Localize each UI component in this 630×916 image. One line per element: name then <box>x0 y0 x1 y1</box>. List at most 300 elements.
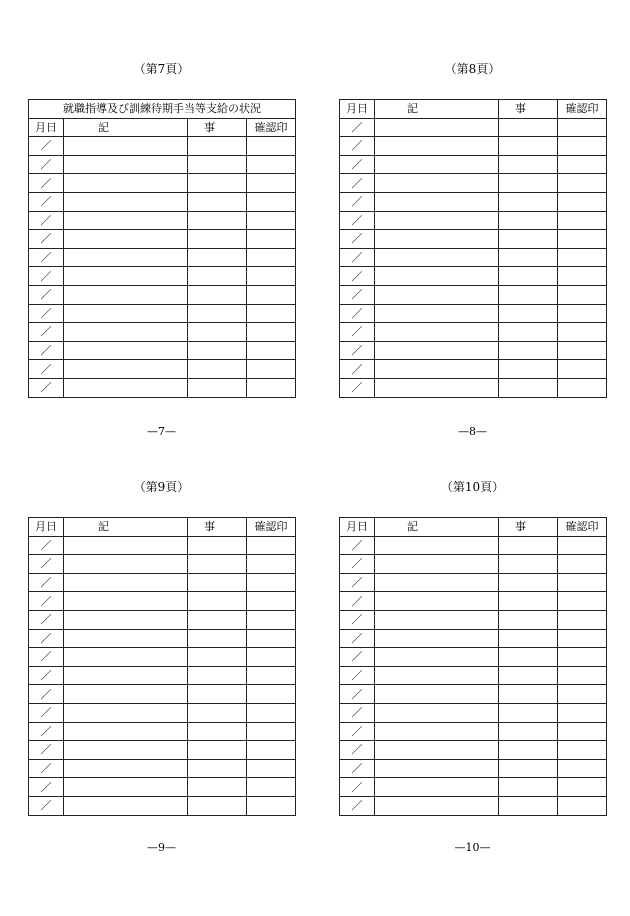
date-cell[interactable]: ／ <box>340 703 375 722</box>
page-heading: （第9頁） <box>133 480 190 494</box>
date-cell[interactable]: ／ <box>29 555 64 574</box>
date-cell[interactable]: ／ <box>29 360 64 379</box>
confirm-seal-cell[interactable] <box>247 741 296 760</box>
confirm-seal-cell[interactable] <box>247 341 296 360</box>
record-cell[interactable] <box>375 666 499 685</box>
date-cell[interactable]: ／ <box>340 192 375 211</box>
date-cell[interactable]: ／ <box>340 759 375 778</box>
record-detail-cell[interactable] <box>188 248 247 267</box>
record-cell[interactable] <box>64 248 188 267</box>
table-row <box>340 796 607 815</box>
record-cell[interactable] <box>375 759 499 778</box>
record-cell[interactable] <box>375 555 499 574</box>
record-cell[interactable] <box>64 155 188 174</box>
record-cell[interactable] <box>375 360 499 379</box>
record-detail-cell[interactable] <box>188 759 247 778</box>
record-cell[interactable] <box>64 685 188 704</box>
record-cell[interactable] <box>64 192 188 211</box>
record-cell[interactable] <box>64 592 188 611</box>
date-cell[interactable]: ／ <box>29 155 64 174</box>
table-row <box>29 174 296 193</box>
record-cell[interactable] <box>64 703 188 722</box>
date-cell[interactable]: ／ <box>340 778 375 797</box>
confirm-seal-cell[interactable] <box>558 360 607 379</box>
record-cell[interactable] <box>375 722 499 741</box>
record-detail-cell[interactable] <box>188 137 247 156</box>
date-cell[interactable]: ／ <box>340 722 375 741</box>
confirm-seal-cell[interactable] <box>558 155 607 174</box>
date-cell[interactable]: ／ <box>340 118 375 137</box>
table-row <box>29 360 296 379</box>
table-caption: 就職指導及び訓練待期手当等支給の状況 <box>29 100 296 119</box>
record-detail-cell[interactable] <box>188 722 247 741</box>
ledger-body <box>29 536 296 815</box>
confirm-seal-cell[interactable] <box>247 211 296 230</box>
record-cell[interactable] <box>64 536 188 555</box>
confirm-seal-cell[interactable] <box>247 685 296 704</box>
table-row <box>340 360 607 379</box>
record-detail-cell[interactable] <box>499 230 558 249</box>
table-row <box>340 155 607 174</box>
date-cell[interactable]: ／ <box>340 137 375 156</box>
date-cell[interactable]: ／ <box>340 155 375 174</box>
date-cell[interactable]: ／ <box>29 378 64 397</box>
confirm-seal-cell[interactable] <box>247 323 296 342</box>
record-cell[interactable] <box>64 285 188 304</box>
record-detail-cell[interactable] <box>499 155 558 174</box>
confirm-seal-cell[interactable] <box>558 703 607 722</box>
column-header-record-b-cell <box>188 518 247 537</box>
record-detail-cell[interactable] <box>188 666 247 685</box>
column-header-record <box>375 100 499 119</box>
confirm-seal-cell[interactable] <box>247 666 296 685</box>
record-detail-cell[interactable] <box>188 629 247 648</box>
record-detail-cell[interactable] <box>499 648 558 667</box>
record-detail-cell[interactable] <box>499 703 558 722</box>
column-header-record <box>64 518 188 537</box>
table-row <box>29 378 296 397</box>
table-row <box>340 378 607 397</box>
record-cell[interactable] <box>375 378 499 397</box>
confirm-seal-cell[interactable] <box>247 304 296 323</box>
confirm-seal-cell[interactable] <box>558 536 607 555</box>
confirm-seal-cell[interactable] <box>558 341 607 360</box>
ledger-table <box>28 517 296 816</box>
confirm-seal-cell[interactable] <box>247 230 296 249</box>
date-cell[interactable]: ／ <box>29 741 64 760</box>
record-cell[interactable] <box>375 610 499 629</box>
record-cell[interactable] <box>64 341 188 360</box>
record-detail-cell[interactable] <box>499 304 558 323</box>
record-cell[interactable] <box>64 137 188 156</box>
column-header-confirm: 確認印 <box>558 518 607 537</box>
date-cell[interactable]: ／ <box>340 341 375 360</box>
date-cell[interactable]: ／ <box>340 629 375 648</box>
record-cell[interactable] <box>64 230 188 249</box>
record-detail-cell[interactable] <box>188 267 247 286</box>
date-cell[interactable]: ／ <box>29 192 64 211</box>
table-row <box>29 211 296 230</box>
confirm-seal-cell[interactable] <box>247 573 296 592</box>
column-header-date: 月日 <box>340 100 375 119</box>
date-cell[interactable]: ／ <box>340 285 375 304</box>
date-cell[interactable]: ／ <box>29 137 64 156</box>
record-cell[interactable] <box>375 629 499 648</box>
record-cell[interactable] <box>375 267 499 286</box>
table-row <box>29 741 296 760</box>
confirm-seal-cell[interactable] <box>247 536 296 555</box>
date-cell[interactable]: ／ <box>29 759 64 778</box>
date-cell[interactable]: ／ <box>29 796 64 815</box>
date-cell[interactable]: ／ <box>29 267 64 286</box>
date-cell[interactable]: ／ <box>29 248 64 267</box>
record-detail-cell[interactable] <box>499 666 558 685</box>
confirm-seal-cell[interactable] <box>558 230 607 249</box>
record-cell[interactable] <box>375 536 499 555</box>
record-cell[interactable] <box>64 174 188 193</box>
record-detail-cell[interactable] <box>499 778 558 797</box>
date-cell[interactable]: ／ <box>29 592 64 611</box>
confirm-seal-cell[interactable] <box>558 174 607 193</box>
record-cell[interactable] <box>375 137 499 156</box>
record-cell[interactable] <box>64 648 188 667</box>
table-row <box>29 285 296 304</box>
record-detail-cell[interactable] <box>188 796 247 815</box>
record-detail-cell[interactable] <box>188 230 247 249</box>
date-cell[interactable]: ／ <box>340 211 375 230</box>
date-cell[interactable]: ／ <box>340 555 375 574</box>
date-cell[interactable]: ／ <box>340 648 375 667</box>
record-cell[interactable] <box>64 796 188 815</box>
ledger-table <box>28 99 296 398</box>
date-cell[interactable]: ／ <box>340 267 375 286</box>
record-cell[interactable] <box>64 378 188 397</box>
record-detail-cell[interactable] <box>188 192 247 211</box>
column-header-record-a: 記 <box>98 520 109 533</box>
column-header-record-b: 事 <box>515 102 526 116</box>
date-cell[interactable]: ／ <box>340 360 375 379</box>
column-header-record-a: 記 <box>98 120 109 134</box>
date-cell[interactable]: ／ <box>29 648 64 667</box>
record-detail-cell[interactable] <box>188 378 247 397</box>
record-detail-cell[interactable] <box>499 323 558 342</box>
table-row <box>29 778 296 797</box>
table-row <box>340 118 607 137</box>
confirm-seal-cell[interactable] <box>558 759 607 778</box>
record-cell[interactable] <box>64 610 188 629</box>
confirm-seal-cell[interactable] <box>247 137 296 156</box>
confirm-seal-cell[interactable] <box>247 360 296 379</box>
record-detail-cell[interactable] <box>499 536 558 555</box>
record-detail-cell[interactable] <box>188 648 247 667</box>
date-cell[interactable]: ／ <box>29 304 64 323</box>
table-row <box>29 155 296 174</box>
record-cell[interactable] <box>64 666 188 685</box>
date-cell[interactable]: ／ <box>340 378 375 397</box>
record-detail-cell[interactable] <box>499 211 558 230</box>
record-detail-cell[interactable] <box>188 536 247 555</box>
date-cell[interactable]: ／ <box>340 741 375 760</box>
record-detail-cell[interactable] <box>188 323 247 342</box>
record-cell[interactable] <box>375 285 499 304</box>
record-cell[interactable] <box>375 703 499 722</box>
column-header-record-b-cell <box>499 518 558 537</box>
confirm-seal-cell[interactable] <box>247 285 296 304</box>
table-row <box>340 323 607 342</box>
column-header-date: 月日 <box>29 118 64 137</box>
record-detail-cell[interactable] <box>499 248 558 267</box>
date-cell[interactable]: ／ <box>340 610 375 629</box>
record-detail-cell[interactable] <box>188 610 247 629</box>
record-detail-cell[interactable] <box>499 192 558 211</box>
confirm-seal-cell[interactable] <box>558 573 607 592</box>
record-cell[interactable] <box>64 211 188 230</box>
confirm-seal-cell[interactable] <box>558 610 607 629</box>
table-row <box>340 573 607 592</box>
record-cell[interactable] <box>64 778 188 797</box>
record-detail-cell[interactable] <box>499 610 558 629</box>
ledger-body <box>340 536 607 815</box>
record-cell[interactable] <box>375 174 499 193</box>
column-header-record-b: 事 <box>204 520 215 534</box>
record-detail-cell[interactable] <box>188 685 247 704</box>
record-detail-cell[interactable] <box>188 741 247 760</box>
confirm-seal-cell[interactable] <box>558 378 607 397</box>
confirm-seal-cell[interactable] <box>558 137 607 156</box>
date-cell[interactable]: ／ <box>340 174 375 193</box>
record-detail-cell[interactable] <box>499 796 558 815</box>
record-detail-cell[interactable] <box>188 573 247 592</box>
date-cell[interactable]: ／ <box>340 536 375 555</box>
record-cell[interactable] <box>64 267 188 286</box>
record-cell[interactable] <box>375 248 499 267</box>
confirm-seal-cell[interactable] <box>558 248 607 267</box>
record-detail-cell[interactable] <box>499 722 558 741</box>
record-cell[interactable] <box>64 759 188 778</box>
record-detail-cell[interactable] <box>499 360 558 379</box>
record-detail-cell[interactable] <box>499 174 558 193</box>
record-cell[interactable] <box>64 573 188 592</box>
record-detail-cell[interactable] <box>188 778 247 797</box>
record-cell[interactable] <box>375 230 499 249</box>
date-cell[interactable]: ／ <box>340 304 375 323</box>
confirm-seal-cell[interactable] <box>247 174 296 193</box>
record-detail-cell[interactable] <box>499 285 558 304</box>
date-cell[interactable]: ／ <box>29 174 64 193</box>
date-cell[interactable]: ／ <box>340 796 375 815</box>
date-cell[interactable]: ／ <box>29 573 64 592</box>
confirm-seal-cell[interactable] <box>247 759 296 778</box>
table-row <box>29 341 296 360</box>
date-cell[interactable]: ／ <box>29 610 64 629</box>
table-row <box>340 722 607 741</box>
record-cell[interactable] <box>64 323 188 342</box>
table-row <box>29 536 296 555</box>
confirm-seal-cell[interactable] <box>247 629 296 648</box>
confirm-seal-cell[interactable] <box>247 555 296 574</box>
record-detail-cell[interactable] <box>499 592 558 611</box>
date-cell[interactable]: ／ <box>29 230 64 249</box>
confirm-seal-cell[interactable] <box>558 629 607 648</box>
record-detail-cell[interactable] <box>499 555 558 574</box>
confirm-seal-cell[interactable] <box>247 378 296 397</box>
record-cell[interactable] <box>375 118 499 137</box>
confirm-seal-cell[interactable] <box>558 722 607 741</box>
table-row <box>340 741 607 760</box>
record-cell[interactable] <box>375 192 499 211</box>
table-row <box>340 304 607 323</box>
record-detail-cell[interactable] <box>188 703 247 722</box>
confirm-seal-cell[interactable] <box>247 592 296 611</box>
record-detail-cell[interactable] <box>188 155 247 174</box>
confirm-seal-cell[interactable] <box>247 648 296 667</box>
record-cell[interactable] <box>375 323 499 342</box>
page-number: —7— <box>147 425 176 438</box>
confirm-seal-cell[interactable] <box>558 796 607 815</box>
record-detail-cell[interactable] <box>499 137 558 156</box>
record-cell[interactable] <box>64 555 188 574</box>
confirm-seal-cell[interactable] <box>558 192 607 211</box>
confirm-seal-cell[interactable] <box>247 248 296 267</box>
confirm-seal-cell[interactable] <box>558 285 607 304</box>
record-cell[interactable] <box>375 304 499 323</box>
table-row <box>340 230 607 249</box>
confirm-seal-cell[interactable] <box>247 610 296 629</box>
record-cell[interactable] <box>375 796 499 815</box>
record-cell[interactable] <box>375 685 499 704</box>
confirm-seal-cell[interactable] <box>247 192 296 211</box>
record-cell[interactable] <box>375 211 499 230</box>
confirm-seal-cell[interactable] <box>247 155 296 174</box>
record-detail-cell[interactable] <box>499 341 558 360</box>
table-row <box>29 722 296 741</box>
table-row <box>340 648 607 667</box>
confirm-seal-cell[interactable] <box>558 211 607 230</box>
record-cell[interactable] <box>64 360 188 379</box>
date-cell[interactable]: ／ <box>340 685 375 704</box>
confirm-seal-cell[interactable] <box>558 304 607 323</box>
date-cell[interactable]: ／ <box>340 323 375 342</box>
table-row <box>340 685 607 704</box>
column-header-confirm: 確認印 <box>247 518 296 537</box>
table-row <box>340 778 607 797</box>
record-cell[interactable] <box>375 778 499 797</box>
record-detail-cell[interactable] <box>499 378 558 397</box>
date-cell[interactable]: ／ <box>29 285 64 304</box>
date-cell[interactable]: ／ <box>29 666 64 685</box>
table-row <box>29 629 296 648</box>
date-cell[interactable]: ／ <box>29 536 64 555</box>
confirm-seal-cell[interactable] <box>558 778 607 797</box>
record-cell[interactable] <box>375 592 499 611</box>
column-header-date: 月日 <box>340 518 375 537</box>
table-row <box>340 555 607 574</box>
confirm-seal-cell[interactable] <box>558 741 607 760</box>
table-row <box>29 759 296 778</box>
table-row <box>340 267 607 286</box>
confirm-seal-cell[interactable] <box>247 703 296 722</box>
confirm-seal-cell[interactable] <box>558 666 607 685</box>
confirm-seal-cell[interactable] <box>558 592 607 611</box>
date-cell[interactable]: ／ <box>29 211 64 230</box>
ledger-table <box>339 99 607 398</box>
record-cell[interactable] <box>375 648 499 667</box>
confirm-seal-cell[interactable] <box>558 685 607 704</box>
record-detail-cell[interactable] <box>188 211 247 230</box>
confirm-seal-cell[interactable] <box>558 648 607 667</box>
page-number: —8— <box>458 425 487 438</box>
date-cell[interactable]: ／ <box>29 629 64 648</box>
record-detail-cell[interactable] <box>188 285 247 304</box>
record-detail-cell[interactable] <box>499 685 558 704</box>
date-cell[interactable]: ／ <box>29 341 64 360</box>
table-row <box>29 573 296 592</box>
column-header-record-b: 事 <box>515 520 526 534</box>
confirm-seal-cell[interactable] <box>247 267 296 286</box>
table-row <box>29 192 296 211</box>
record-detail-cell[interactable] <box>499 267 558 286</box>
record-detail-cell[interactable] <box>188 555 247 574</box>
record-detail-cell[interactable] <box>188 360 247 379</box>
date-cell[interactable]: ／ <box>340 592 375 611</box>
confirm-seal-cell[interactable] <box>558 267 607 286</box>
record-detail-cell[interactable] <box>499 759 558 778</box>
record-detail-cell[interactable] <box>188 341 247 360</box>
table-row <box>29 592 296 611</box>
page-heading: （第7頁） <box>133 62 190 76</box>
date-cell[interactable]: ／ <box>340 248 375 267</box>
confirm-seal-cell[interactable] <box>247 778 296 797</box>
date-cell[interactable]: ／ <box>29 685 64 704</box>
column-header-confirm: 確認印 <box>247 118 296 137</box>
table-row <box>340 137 607 156</box>
page-number: —10— <box>454 841 491 854</box>
record-detail-cell[interactable] <box>499 629 558 648</box>
date-cell[interactable]: ／ <box>29 323 64 342</box>
record-cell[interactable] <box>375 573 499 592</box>
record-detail-cell[interactable] <box>499 118 558 137</box>
table-row <box>29 610 296 629</box>
record-detail-cell[interactable] <box>188 592 247 611</box>
table-row <box>29 323 296 342</box>
record-cell[interactable] <box>375 741 499 760</box>
confirm-seal-cell[interactable] <box>247 722 296 741</box>
confirm-seal-cell[interactable] <box>558 118 607 137</box>
record-detail-cell[interactable] <box>188 174 247 193</box>
date-cell[interactable]: ／ <box>29 722 64 741</box>
date-cell[interactable]: ／ <box>29 703 64 722</box>
date-cell[interactable]: ／ <box>340 666 375 685</box>
record-cell[interactable] <box>375 341 499 360</box>
record-detail-cell[interactable] <box>499 741 558 760</box>
table-row <box>340 174 607 193</box>
confirm-seal-cell[interactable] <box>558 323 607 342</box>
record-detail-cell[interactable] <box>188 304 247 323</box>
record-cell[interactable] <box>375 155 499 174</box>
date-cell[interactable]: ／ <box>29 778 64 797</box>
record-cell[interactable] <box>64 722 188 741</box>
record-detail-cell[interactable] <box>499 573 558 592</box>
record-cell[interactable] <box>64 741 188 760</box>
date-cell[interactable]: ／ <box>340 573 375 592</box>
confirm-seal-cell[interactable] <box>247 796 296 815</box>
confirm-seal-cell[interactable] <box>558 555 607 574</box>
date-cell[interactable]: ／ <box>340 230 375 249</box>
record-cell[interactable] <box>64 304 188 323</box>
table-row <box>29 666 296 685</box>
record-cell[interactable] <box>64 629 188 648</box>
table-row <box>29 648 296 667</box>
